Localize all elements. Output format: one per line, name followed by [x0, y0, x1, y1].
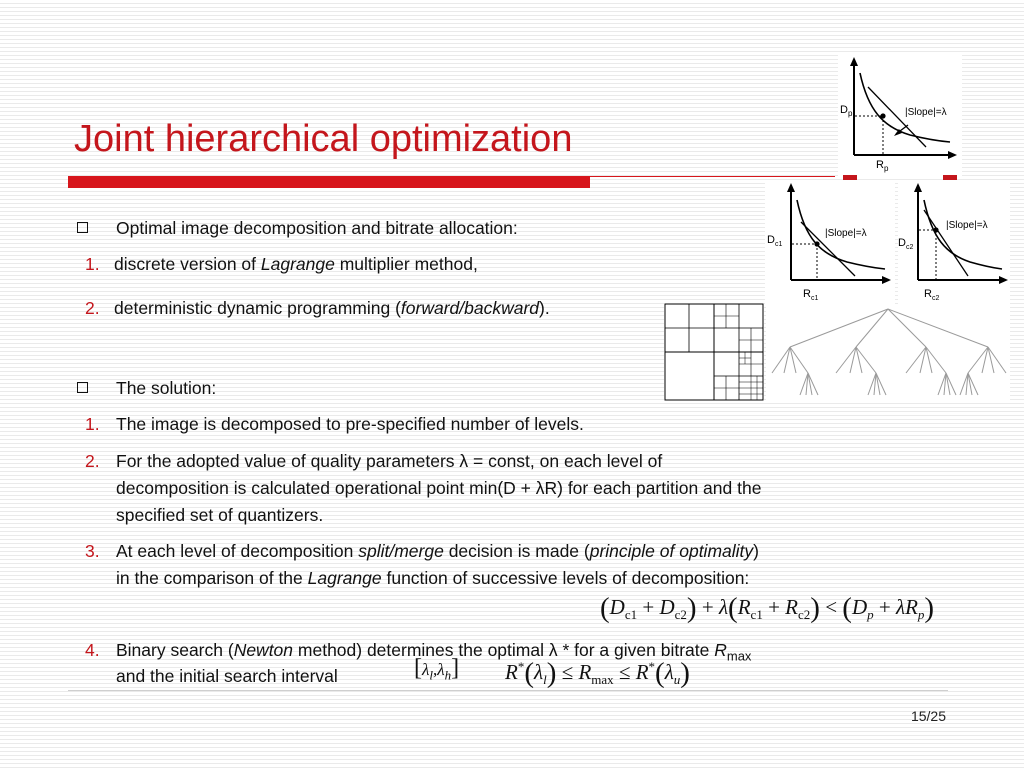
section2-item3-line2: in the comparison of the Lagrange function of successive levels of decomposition: — [116, 568, 750, 588]
section2-item2-line1: For the adopted value of quality parameters λ = const, on each level of — [116, 451, 663, 471]
rd-parent-slope-label: |Slope|=λ — [905, 107, 947, 118]
decomposition-tree-figure — [766, 305, 1010, 401]
rd-child1-ylabel: $D_{c1}$ — [767, 234, 783, 248]
section2-item3-line1: At each level of decomposition split/merge decision is made (principle of optimality) — [116, 541, 759, 561]
section2-item1-text: The image is decomposed to pre-specified number of levels. — [116, 414, 584, 434]
quadtree-grid-graphic — [664, 303, 764, 401]
section2-item1-number: 1. — [85, 414, 100, 434]
rd-child2-ylabel: $D_{c2}$ — [898, 237, 914, 251]
section2-item4-line1: Binary search (Newton method) determines the optimal λ * for a given bitrate $R_{max}$ — [116, 640, 752, 664]
rd-child2-xlabel: $R_{c2}$ — [924, 288, 940, 302]
rd-child2-slope-label: |Slope|=λ — [946, 220, 988, 231]
rd-curve-parent-graphic — [838, 55, 962, 177]
section2-item4-line2: and the initial search interval — [116, 666, 338, 686]
rd-curve-child1-graphic — [765, 180, 895, 305]
page-number: 15/25 — [910, 708, 946, 724]
rd-parent-ylabel: $D_p$ — [840, 104, 853, 118]
section2-heading: The solution: — [116, 378, 217, 398]
section2-item2-number: 2. — [85, 451, 100, 471]
rd-curve-child2-graphic — [898, 180, 1010, 305]
slide-title: Joint hierarchical optimization — [74, 118, 573, 160]
section1-heading: Optimal image decomposition and bitrate allocation: — [116, 218, 518, 238]
rd-child1-xlabel: $R_{c1}$ — [803, 288, 819, 302]
bitrate-bound-formula: $R^*(\lambda_l) \le R_{max} \le R^*(\lambda_u)$ — [505, 657, 690, 689]
rd-child1-slope-label: |Slope|=λ — [825, 228, 867, 239]
rd-curve-figure-parent — [838, 55, 962, 177]
footer-divider — [68, 690, 948, 691]
rd-curve-figure-child2 — [898, 180, 1010, 305]
section1-item1-text: discrete version of Lagrange multiplier method, — [114, 254, 478, 274]
section2-item3-number: 3. — [85, 541, 100, 561]
search-interval-formula: $[\lambda_l,\lambda_h]$ — [414, 655, 460, 683]
lagrange-comparison-formula: $(D_{c1} + D_{c2}) + \lambda(R_{c1} + R_{c2}) < (D_p + \lambda R_p)$ — [600, 592, 935, 624]
rd-parent-xlabel: $R_p$ — [876, 159, 889, 173]
decomposition-tree-graphic — [766, 305, 1010, 401]
section1-item2-number: 2. — [85, 298, 100, 318]
section2-item2-line2: decomposition is calculated operational point min(D + λR) for each partition and the — [116, 478, 762, 498]
title-underline-line — [590, 176, 835, 177]
section2-item2-line3: specified set of quantizers. — [116, 505, 324, 525]
section2-item4-number: 4. — [85, 640, 100, 660]
section1-item1-number: 1. — [85, 254, 100, 274]
bullet-square-icon — [77, 382, 88, 393]
title-underline-bar — [68, 176, 590, 188]
bullet-square-icon — [77, 222, 88, 233]
quadtree-grid-figure — [664, 303, 764, 401]
rd-curve-figure-child1 — [765, 180, 895, 305]
section1-item2-text: deterministic dynamic programming (forward/backward). — [114, 298, 550, 318]
